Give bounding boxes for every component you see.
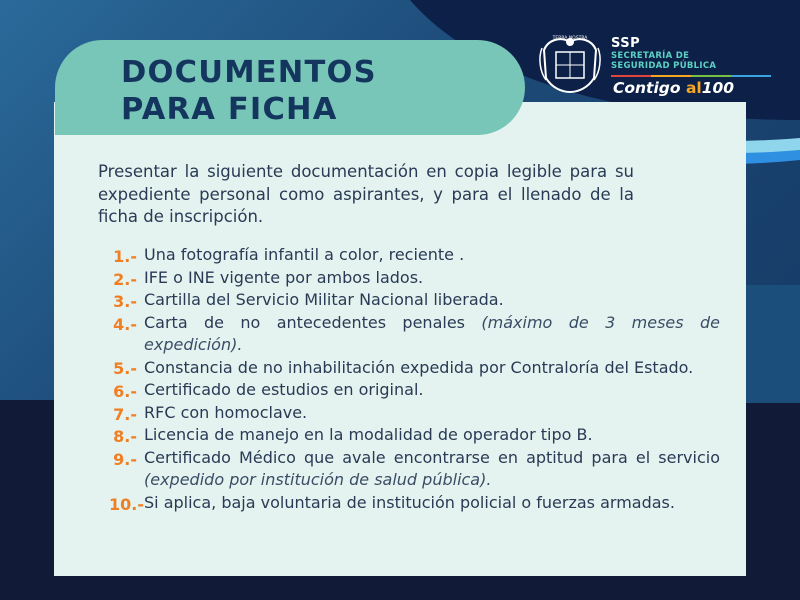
- ssp-label: SSP: [611, 36, 641, 51]
- secretaria-line-1: SECRETARÍA DE: [611, 51, 690, 61]
- item-text: Carta de no antecedentes penales: [144, 312, 482, 332]
- number-1: 1.-: [113, 247, 137, 266]
- list-item: [144, 402, 720, 425]
- list-item: [144, 244, 720, 267]
- number-4: 4.-: [113, 315, 137, 334]
- state-seal-icon: [538, 32, 602, 94]
- item-text: Certificado de estudios en original.: [144, 380, 424, 399]
- number-6: 6.-: [113, 382, 137, 401]
- list-item: [144, 357, 720, 380]
- slogan: [613, 79, 734, 97]
- item-text: RFC con homoclave.: [144, 402, 308, 422]
- item-text: Constancia de no inhabilitación expedida por Contraloría del Estado.: [144, 357, 694, 377]
- item-text: IFE o INE vigente por ambos lados.: [144, 267, 424, 287]
- item-text: Una fotografía infantil a color, reciente .: [144, 245, 465, 264]
- number-3: 3.-: [113, 292, 137, 311]
- item-note: (máximo de 3 meses de expedición).: [144, 312, 721, 354]
- ssp-logo: [538, 28, 778, 108]
- list-item: [144, 289, 720, 312]
- number-2: 2.-: [113, 270, 137, 289]
- list-item: [144, 447, 720, 492]
- list-item: [144, 267, 720, 290]
- item-text: Si aplica, baja voluntaria de institución policial o fuerzas armadas.: [144, 492, 675, 512]
- number-10: 10.-: [109, 495, 144, 514]
- list-item: [144, 492, 720, 515]
- requirements-list: [144, 244, 720, 514]
- list-item: [144, 424, 720, 447]
- secretaria-label: [611, 52, 716, 71]
- color-rule: [611, 75, 771, 77]
- number-5: 5.-: [113, 359, 137, 378]
- item-text: Certificado Médico que avale encontrarse en aptitud para el servicio: [144, 447, 720, 467]
- list-item: [144, 379, 720, 402]
- slogan-contigo: Contigo: [613, 79, 681, 97]
- title-line-1: DOCUMENTOS: [121, 55, 377, 90]
- title-line-2: PARA FICHA: [121, 92, 338, 127]
- item-note: (expedido por institución de salud pública).: [144, 470, 492, 489]
- slogan-al: al: [685, 79, 702, 97]
- seal-text: TERRA NOSTRA: [552, 36, 588, 41]
- number-7: 7.-: [113, 405, 137, 424]
- number-9: 9.-: [113, 450, 137, 469]
- slogan-100: 100: [701, 79, 735, 97]
- secretaria-line-2: SEGURIDAD PÚBLICA: [611, 60, 717, 71]
- list-item: [144, 312, 720, 357]
- number-8: 8.-: [113, 427, 137, 446]
- page-title: [121, 54, 377, 128]
- intro-text: Presentar la siguiente documentación en copia legible para su expediente personal como aspirantes, y para el llenado de la ficha de inscripción.: [98, 162, 634, 226]
- item-text: Cartilla del Servicio Militar Nacional liberada.: [144, 290, 504, 309]
- item-text: Licencia de manejo en la modalidad de operador tipo B.: [144, 425, 593, 444]
